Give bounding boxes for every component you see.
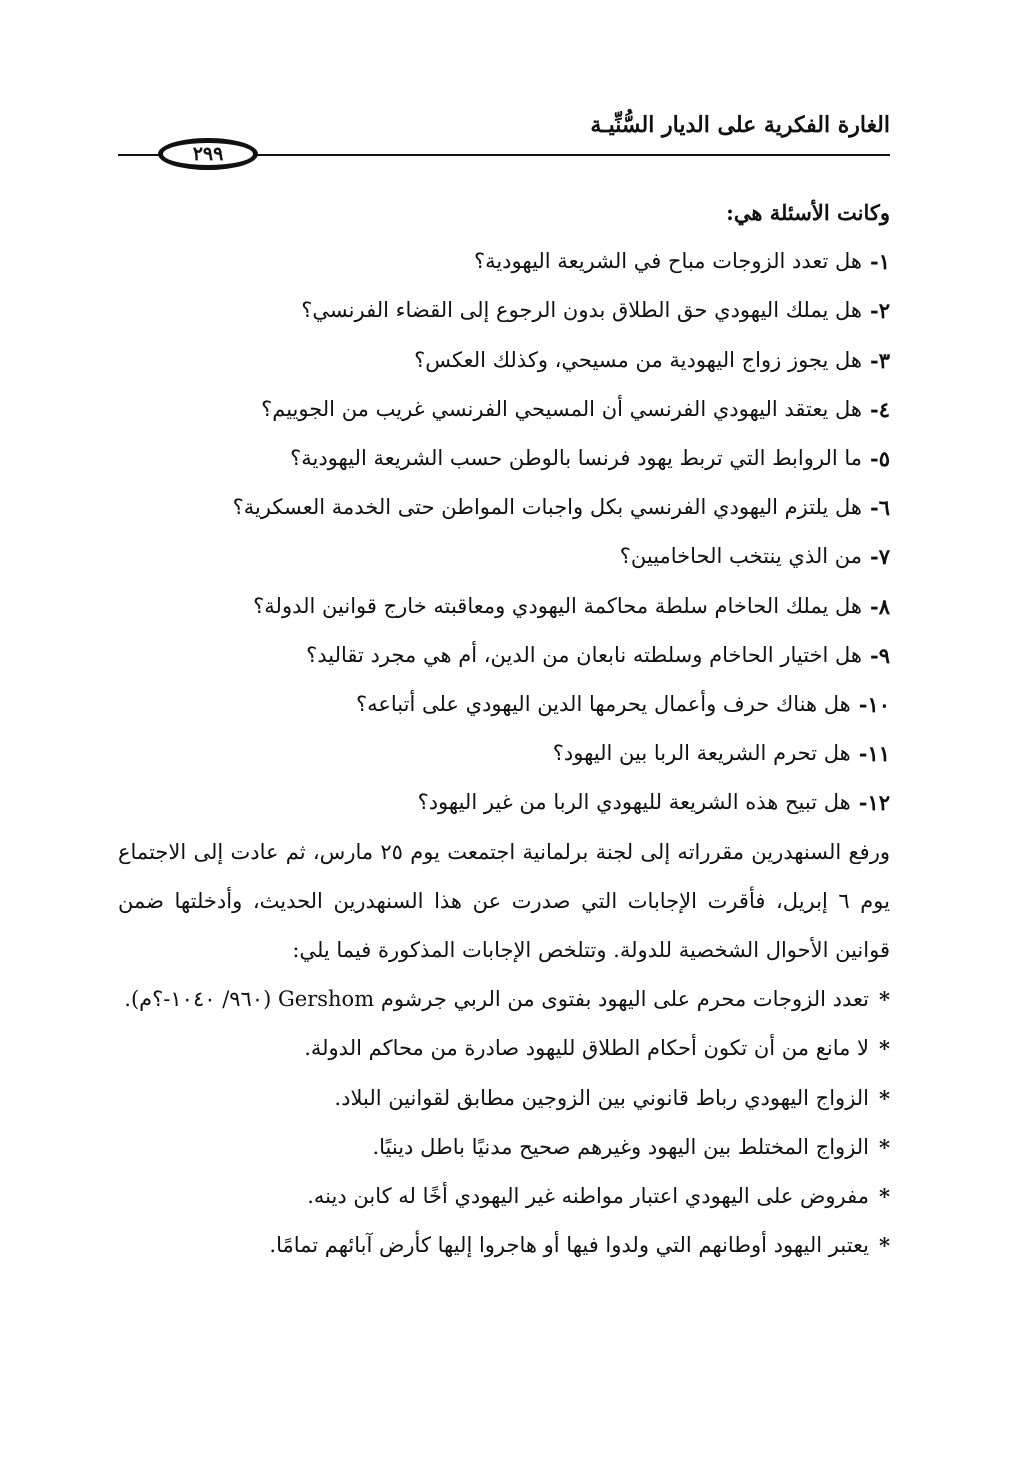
answer-text: الزواج اليهودي رباط قانوني بين الزوجين مطابق لقوانين البلاد. [334,1085,870,1110]
answer-date-range: (٩٦٠/ ١٠٤٠-؟م). [124,987,272,1012]
answer-text: يعتبر اليهود أوطانهم التي ولدوا فيها أو هاجروا إليها كأرض آبائهم تمامًا. [269,1233,870,1258]
question-item [118,385,890,434]
question-item [118,532,890,581]
bullet-star-icon: * [879,987,890,1013]
question-text: هل يملك اليهودي حق الطلاق بدون الرجوع إلى القضاء الفرنسي؟ [301,298,862,323]
question-number: ٩- [870,642,890,668]
bullet-star-icon: * [879,1036,890,1062]
question-item [118,631,890,680]
question-item [118,286,890,335]
question-text: هل يلتزم اليهودي الفرنسي بكل واجبات المواطن حتى الخدمة العسكرية؟ [232,495,862,520]
bullet-star-icon: * [879,1085,890,1111]
question-item [118,336,890,385]
page-number: ٢٩٩ [192,143,224,165]
question-number: ٤- [870,396,890,422]
question-text: هل تعدد الزوجات مباح في الشريعة اليهودية؟ [473,249,862,274]
answer-item [118,1024,890,1073]
answers-list [118,975,890,1270]
question-item [118,582,890,631]
question-number: ٢- [870,298,890,324]
question-text: هل يعتقد اليهودي الفرنسي أن المسيحي الفرنسي غريب من الجوييم؟ [261,396,862,421]
answer-item [118,1123,890,1172]
question-text: هل يملك الحاخام سلطة محاكمة اليهودي ومعاقبته خارج قوانين الدولة؟ [253,593,862,618]
questions-intro: وكانت الأسئلة هي: [726,200,890,225]
answer-text: الزواج المختلط بين اليهود وغيرهم صحيح مدنيًا باطل دينيًا. [372,1134,870,1159]
question-item [118,778,890,827]
question-text: هل هناك حرف وأعمال يحرمها الدين اليهودي على أتباعه؟ [355,692,851,717]
question-number: ١١- [858,741,890,767]
answer-text-main: تعدد الزوجات محرم على اليهود بفتوى من الربي جرشوم [380,987,870,1012]
answer-text: لا مانع من أن تكون أحكام الطلاق لليهود صادرة من محاكم الدولة. [304,1036,870,1061]
bullet-star-icon: * [879,1184,890,1210]
question-item [118,680,890,729]
answer-text [124,975,869,1024]
answer-item [118,975,890,1024]
question-item [118,434,890,483]
question-number: ٨- [870,593,890,619]
questions-list [118,237,890,827]
question-item [118,483,890,532]
question-number: ١- [870,249,890,275]
question-text: هل يجوز زواج اليهودية من مسيحي، وكذلك العكس؟ [414,347,862,372]
question-number: ٦- [870,495,890,521]
running-title: الغارة الفكرية على الديار السُّنِّيـة [590,112,890,138]
question-text: هل اختيار الحاخام وسلطته نابعان من الدين، أم هي مجرد تقاليد؟ [306,642,862,667]
answer-item [118,1074,890,1123]
bullet-star-icon: * [879,1233,890,1259]
question-text: هل تحرم الشريعة الربا بين اليهود؟ [552,741,851,766]
page-header [118,104,890,174]
answer-item [118,1221,890,1270]
question-text: هل تبيح هذه الشريعة لليهودي الربا من غير اليهود؟ [417,790,851,815]
page-body [118,188,890,1270]
answer-text: مفروض على اليهودي اعتبار مواطنه غير اليهودي أخًا له كابن دينه. [307,1184,870,1209]
question-item [118,237,890,286]
question-item [118,729,890,778]
question-text: من الذي ينتخب الحاخاميين؟ [619,544,862,569]
body-paragraph: ورفع السنهدرين مقرراته إلى لجنة برلمانية اجتمعت يوم ٢٥ مارس، ثم عادت إلى الاجتماع يوم ٦ إبريل، فأقرت الإجابات التي صدرت عن هذا السنهدرين الحديث، وأدخلتها ضمن قوانين الأحوال الشخصية للدولة. وتتلخص الإجابات المذكورة فيما يلي: [118,839,891,963]
page-number-badge [158,138,258,170]
answer-item [118,1172,890,1221]
question-number: ١٠- [858,692,890,718]
question-number: ١٢- [858,790,890,816]
latin-name: Gershom [278,987,375,1012]
question-number: ٣- [870,347,890,373]
bullet-star-icon: * [879,1134,890,1160]
question-number: ٧- [870,544,890,570]
question-text: ما الروابط التي تربط يهود فرنسا بالوطن حسب الشريعة اليهودية؟ [290,446,862,471]
question-number: ٥- [870,446,890,472]
